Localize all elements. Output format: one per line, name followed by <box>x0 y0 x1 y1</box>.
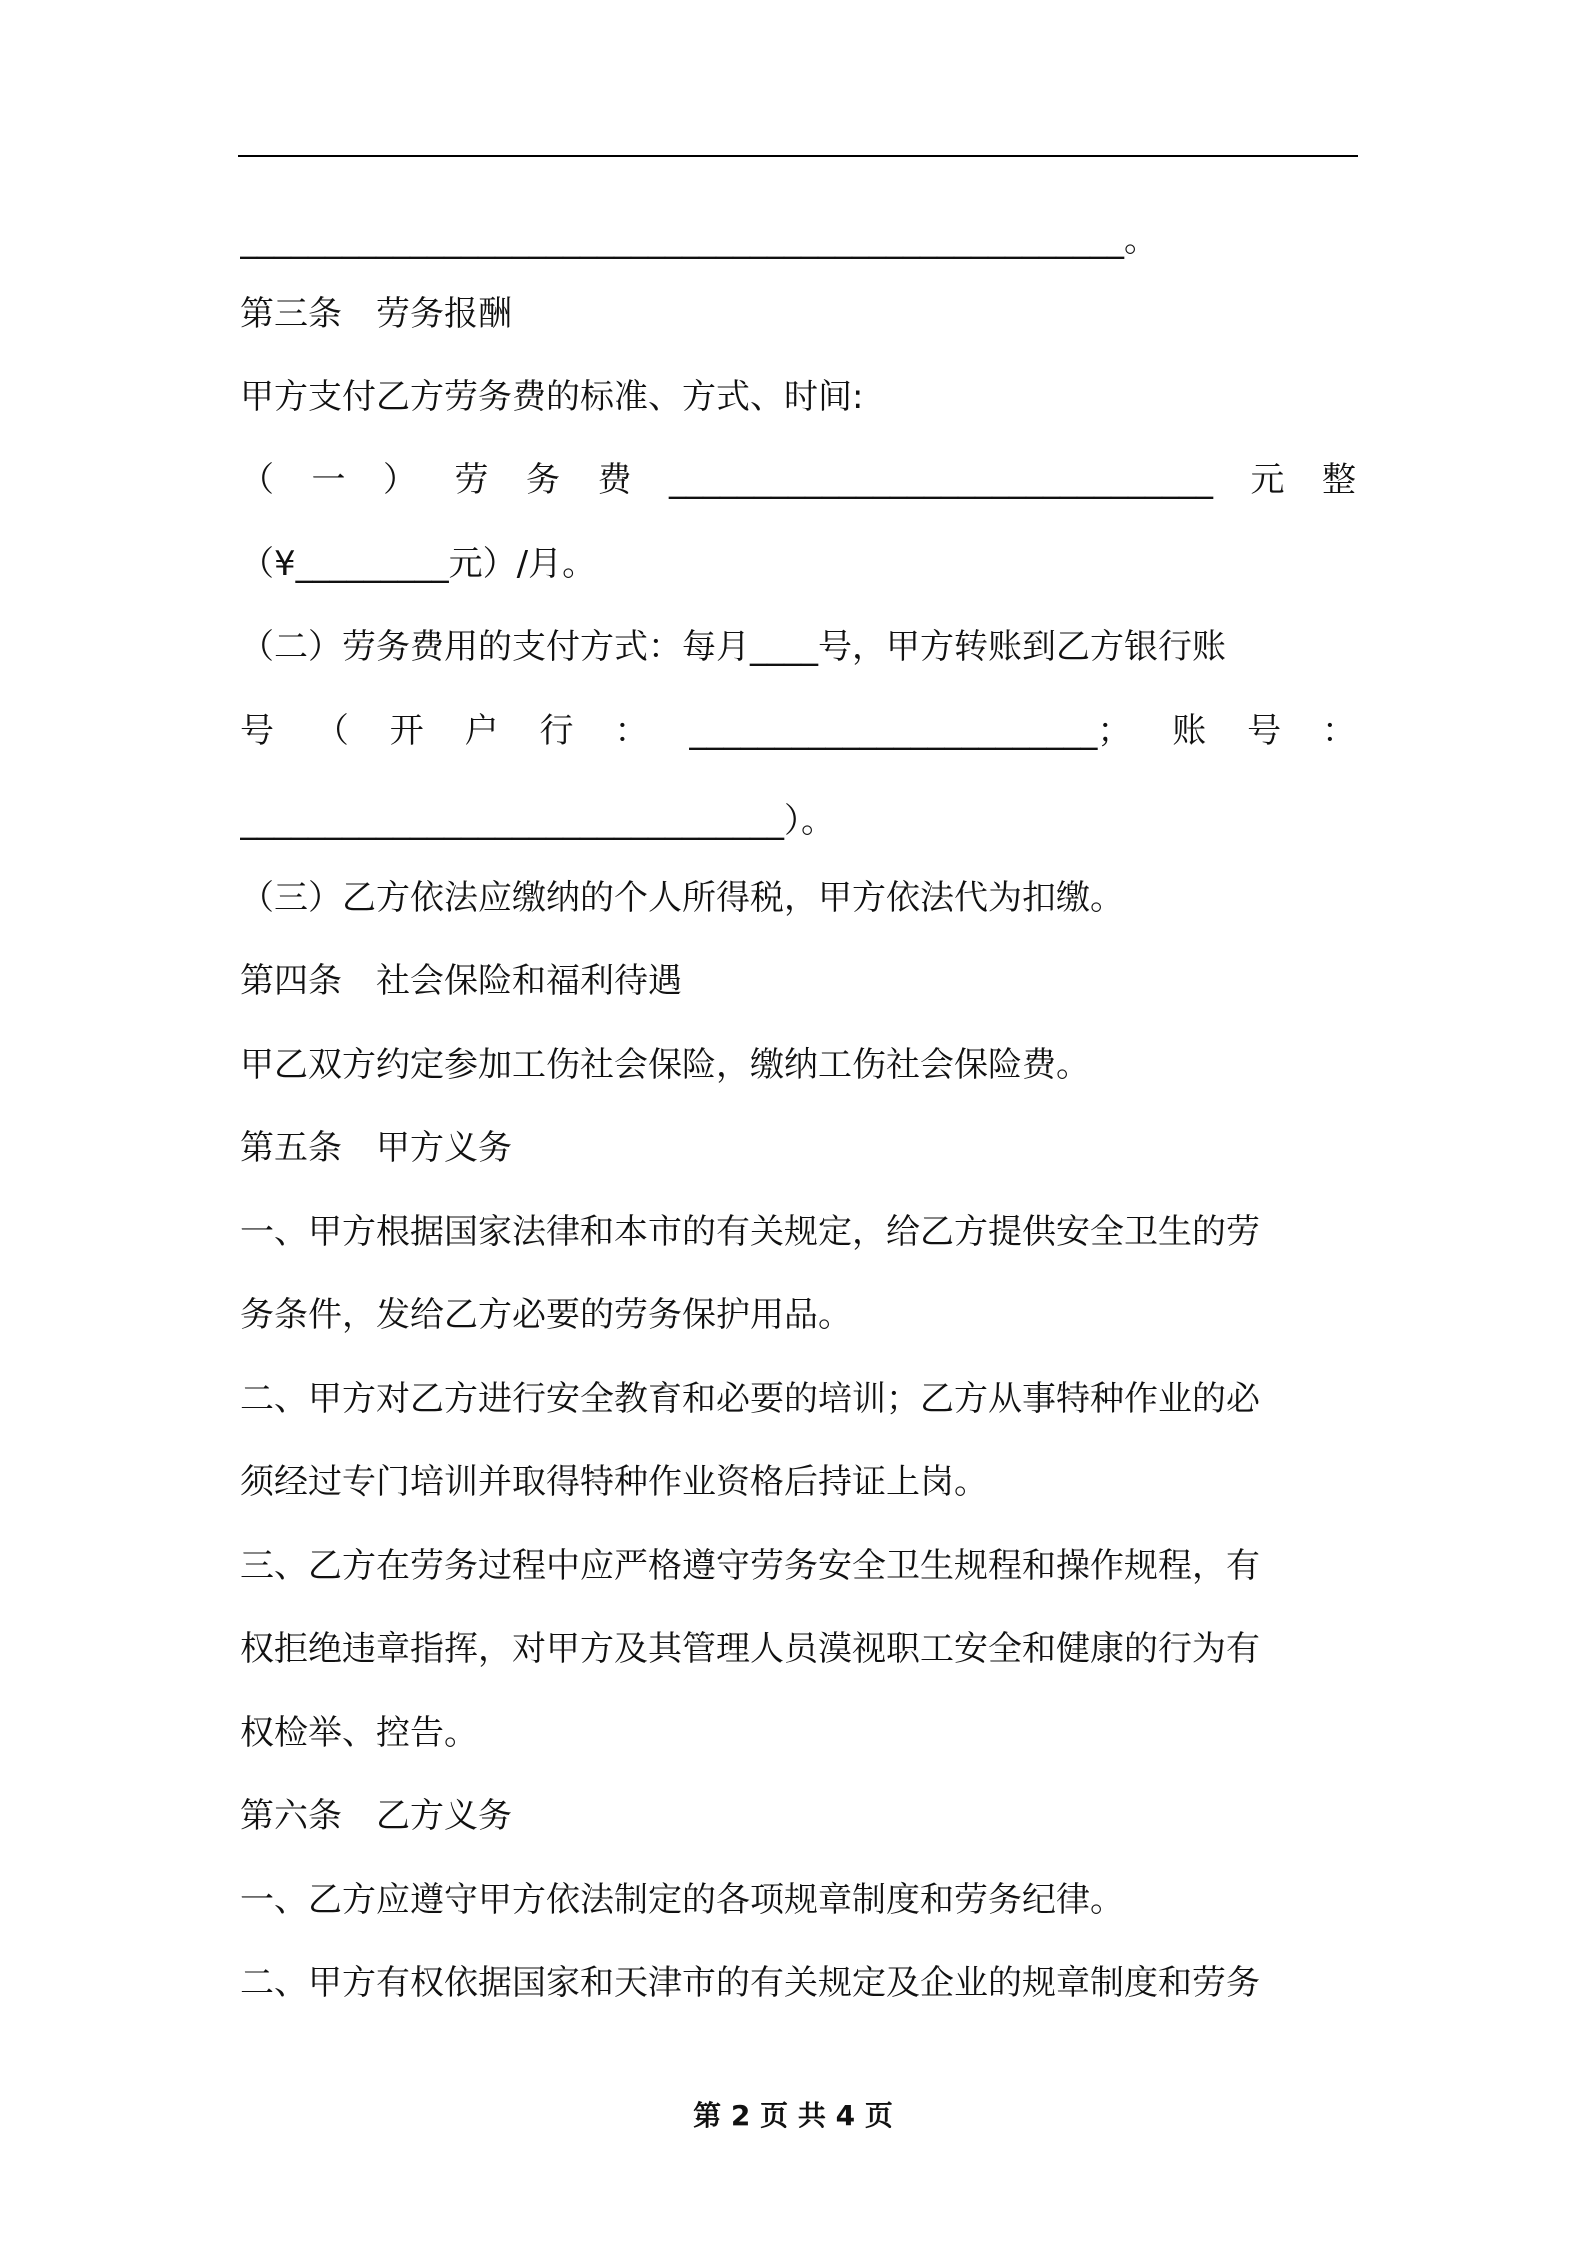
article-heading: 第六条 乙方义务 <box>240 1796 512 1836</box>
article-heading: 第三条 劳务报酬 <box>240 294 512 334</box>
text-line: 一、甲方根据国家法律和本市的有关规定，给乙方提供安全卫生的劳 <box>240 1212 1260 1252</box>
article-heading: 第五条 甲方义务 <box>240 1128 512 1168</box>
text-line: ____________________________________________________。 <box>240 220 1158 260</box>
text-line: （一）劳务费________________________________元整 <box>240 460 1356 500</box>
text-line: 三、乙方在劳务过程中应严格遵守劳务安全卫生规程和操作规程，有 <box>240 1546 1260 1586</box>
header-rule <box>238 155 1358 157</box>
text-line: 二、甲方有权依据国家和天津市的有关规定及企业的规章制度和劳务 <box>240 1963 1260 2003</box>
text-line: 甲方支付乙方劳务费的标准、方式、时间: <box>240 377 864 417</box>
text-line: 权拒绝违章指挥，对甲方及其管理人员漠视职工安全和健康的行为有 <box>240 1629 1260 1669</box>
text-line: 二、甲方对乙方进行安全教育和必要的培训；乙方从事特种作业的必 <box>240 1379 1260 1419</box>
text-line: 号（开户行：________________________；账号： <box>240 711 1356 751</box>
page-number: 第 2 页 共 4 页 <box>693 2099 893 2132</box>
text-line: 甲乙双方约定参加工伤社会保险，缴纳工伤社会保险费。 <box>240 1045 1090 1085</box>
text-line: （三）乙方依法应缴纳的个人所得税，甲方依法代为扣缴。 <box>240 878 1124 918</box>
text-line: ________________________________）。 <box>240 801 835 841</box>
text-line: （二）劳务费用的支付方式：每月____号，甲方转账到乙方银行账 <box>240 627 1226 667</box>
text-line: 须经过专门培训并取得特种作业资格后持证上岗。 <box>240 1462 988 1502</box>
article-heading: 第四条 社会保险和福利待遇 <box>240 961 682 1001</box>
text-line: 一、乙方应遵守甲方依法制定的各项规章制度和劳务纪律。 <box>240 1880 1124 1920</box>
text-line: 务条件，发给乙方必要的劳务保护用品。 <box>240 1295 852 1335</box>
text-line: 权检举、控告。 <box>240 1713 478 1753</box>
text-line: （¥_________元）/月。 <box>240 544 597 584</box>
